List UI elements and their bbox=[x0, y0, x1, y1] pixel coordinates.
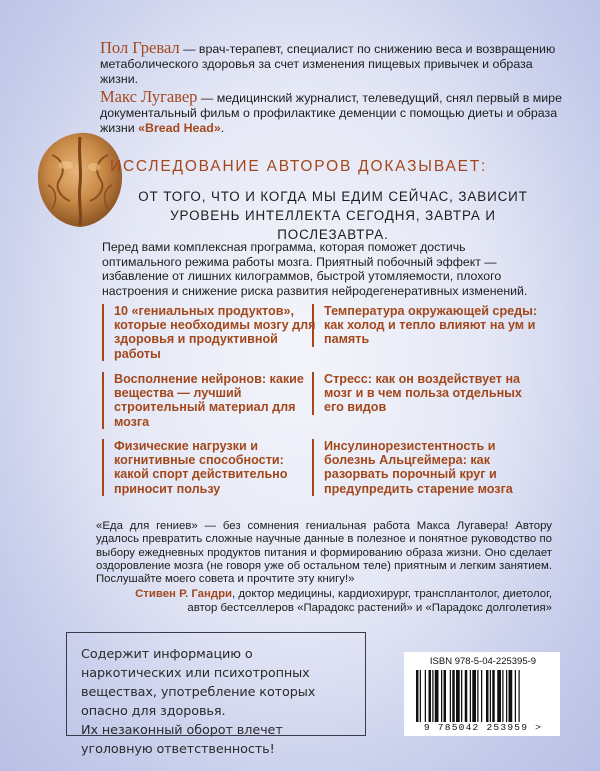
barcode-bar bbox=[486, 670, 489, 722]
barcode-bar bbox=[456, 670, 460, 722]
intro-paragraph: Перед вами комплексная программа, которая поможет достичь оптимального режима работы мозга. Приятный побочный эффект — избавление от лишних килограммов, быстрой утомляемости, плохого настроения и снижение риска развития нейродегенеративных изменений. bbox=[102, 240, 528, 298]
research-line: УРОВЕНЬ ИНТЕЛЛЕКТА СЕГОДНЯ, ЗАВТРА И ПОСЛЕЗАВТРА. bbox=[170, 208, 496, 242]
author-grewal bbox=[100, 40, 570, 87]
barcode-bar bbox=[472, 670, 476, 722]
barcode-bar bbox=[435, 670, 439, 722]
feature-item: Стресс: как он воздействует на мозг и в чем польза отдельных его видов bbox=[312, 372, 529, 415]
review-quote: «Еда для гениев» — без сомнения гениальная работа Макса Лугавера! Автору удалось превратить сложные научные данные в полезное и понятное руководство по выбору ежедневных продуктов питания и формированию образа жизни. Оно сделает оздоровление мозга (не говоря уже об остальном теле) приятным и легким занятием. Послушайте моего совета и прочтите эту книгу!» bbox=[96, 520, 552, 586]
quote-author-role: , доктор медицины, кардиохирург, трансплантолог, диетолог, bbox=[232, 588, 552, 600]
feature-item: Физические нагрузки и когнитивные способности: какой спорт действительно приносит пользу bbox=[102, 439, 319, 496]
research-heading: ИССЛЕДОВАНИЕ АВТОРОВ ДОКАЗЫВАЕТ: bbox=[110, 158, 488, 175]
author-desc-end: . bbox=[220, 121, 225, 135]
author-lugavere bbox=[100, 89, 570, 136]
barcode-bar bbox=[470, 670, 471, 722]
legal-warning-box bbox=[66, 632, 366, 757]
feature-item: Температура окружающей среды: как холод и тепло влияют на ум и память bbox=[312, 304, 544, 347]
author-name: Пол Гревал bbox=[100, 38, 180, 57]
barcode-bar bbox=[515, 670, 516, 722]
warning-line: Содержит информацию о наркотических или психотропных bbox=[81, 647, 310, 681]
barcode-bar bbox=[509, 670, 513, 722]
isbn-label: ISBN 978-5-04-225395-9 bbox=[429, 656, 537, 667]
quote-attribution bbox=[96, 587, 552, 615]
authors-section bbox=[100, 40, 570, 138]
barcode-bar bbox=[519, 670, 520, 722]
author-name: Макс Лугавер bbox=[100, 87, 198, 106]
barcode-bar bbox=[432, 670, 433, 722]
barcode-bar bbox=[506, 670, 507, 722]
feature-item: 10 «гениальных продуктов», которые необходимы мозгу для здоровья и продуктивной работы bbox=[102, 304, 319, 361]
barcode-bar bbox=[461, 670, 462, 722]
barcode-bar bbox=[441, 670, 442, 722]
barcode-bar bbox=[416, 670, 419, 722]
feature-item: Восполнение нейронов: какие вещества — лучший строительный материал для мозга bbox=[102, 372, 319, 429]
barcode-bar bbox=[444, 670, 447, 722]
walnut-image bbox=[30, 125, 130, 235]
author-desc: — медицинский журналист, телеведущий, снял первый в мире документальный фильм о профилактике деменции с помощью диеты и образа жизни bbox=[100, 91, 562, 135]
warning-line: веществах, употребление которых опасно для здоровья. bbox=[81, 685, 316, 719]
barcode-bar bbox=[429, 670, 432, 722]
film-title: «Bread Head» bbox=[138, 121, 221, 135]
barcode-bar bbox=[490, 670, 491, 722]
barcode-bar bbox=[497, 670, 501, 722]
research-statement bbox=[118, 187, 548, 244]
quote-author-role: автор бестселлеров «Парадокс растений» и «Парадокс долголетия» bbox=[187, 602, 552, 614]
quote-author-name: Стивен Р. Гандри bbox=[135, 588, 233, 600]
barcode-bars bbox=[414, 670, 552, 722]
barcode-bar bbox=[425, 670, 426, 722]
author-desc: — врач-терапевт, специалист по снижению веса и возвращению метаболического здоровья за счет изменения пищевых привычек и образа жизни. bbox=[100, 42, 556, 86]
barcode-bar bbox=[450, 670, 451, 722]
barcode-bar bbox=[502, 670, 503, 722]
research-line: ОТ ТОГО, ЧТО И КОГДА МЫ ЕДИМ СЕЙЧАС, ЗАВИСИТ bbox=[138, 189, 528, 204]
barcode-bar bbox=[477, 670, 478, 722]
barcode-bar bbox=[452, 670, 455, 722]
barcode-bar bbox=[420, 670, 421, 722]
barcode-bar bbox=[492, 670, 495, 722]
barcode-bar bbox=[465, 670, 468, 722]
barcode-number: 9 785042 253959 > bbox=[423, 722, 543, 733]
barcode-bar bbox=[481, 670, 482, 722]
warning-line: Их незаконный оборот влечет уголовную ответственность! bbox=[81, 723, 283, 757]
barcode bbox=[404, 652, 560, 736]
feature-item: Инсулинорезистентность и болезнь Альцгеймера: как разорвать порочный круг и предупредить старение мозга bbox=[312, 439, 544, 496]
